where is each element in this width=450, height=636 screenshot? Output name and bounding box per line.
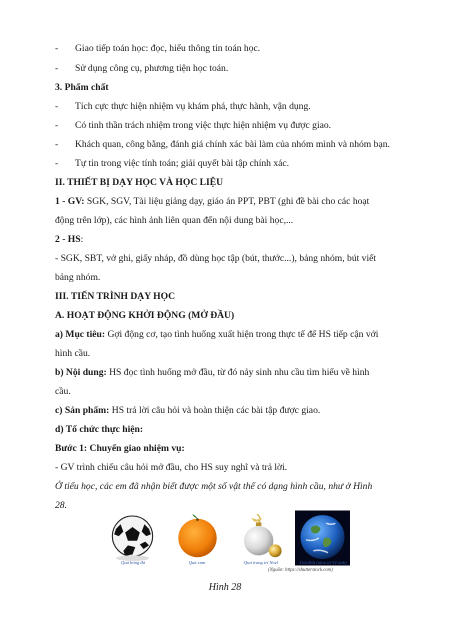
label-teacher: 1 - GV: [55, 196, 85, 207]
list-item [55, 43, 405, 55]
dash-bullet: - [55, 158, 59, 169]
soccer-ball-image [105, 508, 160, 568]
line-text: SGK, SGV, Tài liệu giảng dạy, giáo án PPT, PBT (ghi đề bài cho các hoạt [84, 196, 370, 207]
line-text: Tích cực thực hiện nhiệm vụ khám phá, thực hành, vận dụng. [75, 101, 311, 112]
line-text: HS đọc tình huống mở đầu, từ đó nảy sinh nhu cầu tìm hiểu về hình [106, 367, 370, 378]
figure-images [95, 508, 365, 576]
paragraph-line: Ở tiểu học, các em đã nhận biết được một số vật thể có dạng hình cầu, như ở Hình [55, 481, 373, 492]
line-text: Khách quan, công bằng, đánh giá chính xác bài làm của nhóm mình và nhóm bạn. [75, 139, 390, 150]
paragraph-line: - GV trình chiếu câu hỏi mở đầu, cho HS suy nghĩ và trả lời. [55, 462, 288, 473]
dash-bullet: - [55, 43, 59, 54]
earth-image [295, 508, 350, 568]
label-student: 2 - HS [55, 234, 81, 245]
section-heading: A. HOẠT ĐỘNG KHỞI ĐỘNG (MỞ ĐẦU) [55, 310, 235, 321]
line-text: Có tinh thần trách nhiệm trong việc thực hiện nhiệm vụ được giao. [75, 120, 332, 131]
section-heading: III. TIẾN TRÌNH DẠY HỌC [55, 291, 176, 302]
line-text: Giao tiếp toán học: đọc, hiểu thông tin toán học. [75, 43, 261, 54]
line-text: Gợi động cơ, tạo tình huống xuất hiện trong thực tế để HS tiếp cận với [105, 329, 379, 340]
paragraph-line [55, 367, 405, 379]
dash-bullet: - [55, 120, 59, 131]
paragraph-line [55, 196, 405, 208]
paragraph-line: cầu. [55, 386, 71, 397]
paragraph-line: động trên lớp), các hình ảnh liên quan đến nội dung bài học,... [55, 215, 294, 226]
list-item [55, 120, 405, 132]
section-heading: II. THIẾT BỊ DẠY HỌC VÀ HỌC LIỆU [55, 177, 224, 188]
section-heading: 3. Phẩm chất [55, 82, 109, 93]
list-item [55, 139, 405, 151]
paragraph-line [55, 329, 405, 341]
label-objective: a) Mục tiêu: [55, 329, 106, 340]
paragraph-line [55, 405, 405, 417]
list-item [55, 63, 405, 75]
dash-bullet: - [55, 63, 59, 74]
list-item [55, 101, 405, 113]
caption-ornament: Quả trang trí Noel [243, 560, 279, 565]
line-text: Sử dụng công cụ, phương tiện học toán. [75, 63, 229, 74]
label-content: b) Nội dung: [55, 367, 107, 378]
orange-image [170, 508, 225, 568]
paragraph-line [55, 234, 405, 246]
line-text: HS trả lời câu hỏi và hoàn thiện các bài tập được giao. [109, 405, 321, 416]
dash-bullet: - [55, 139, 59, 150]
section-heading: d) Tổ chức thực hiện: [55, 424, 144, 435]
caption-orange: Quả cam [188, 560, 206, 565]
dash-bullet: - [55, 101, 59, 112]
paragraph-line: bảng nhóm. [55, 272, 101, 283]
list-item [55, 158, 405, 170]
christmas-ornament-image [233, 508, 288, 568]
paragraph-line: - SGK, SBT, vở ghi, giấy nháp, đồ dùng học tập (bút, thước...), bảng nhóm, bút viết [55, 253, 377, 264]
label-product: c) Sản phẩm: [55, 405, 110, 416]
paragraph-line: hình cầu. [55, 348, 91, 359]
figure-source: (Nguồn: https://shutterstock.com) [268, 568, 333, 573]
figure-title: Hình 28 [208, 582, 242, 593]
step-heading: Bước 1: Chuyển giao nhiệm vụ: [55, 443, 185, 454]
line-text: Tự tin trong việc tính toán; giải quyết bài tập chính xác. [75, 158, 290, 169]
line-text: : [80, 234, 84, 245]
caption-earth: Trái Đất (nhìn từ Vệ tinh) [299, 560, 347, 565]
caption-soccer-ball: Quả bóng đá [121, 560, 145, 565]
paragraph-line: 28. [55, 500, 67, 511]
